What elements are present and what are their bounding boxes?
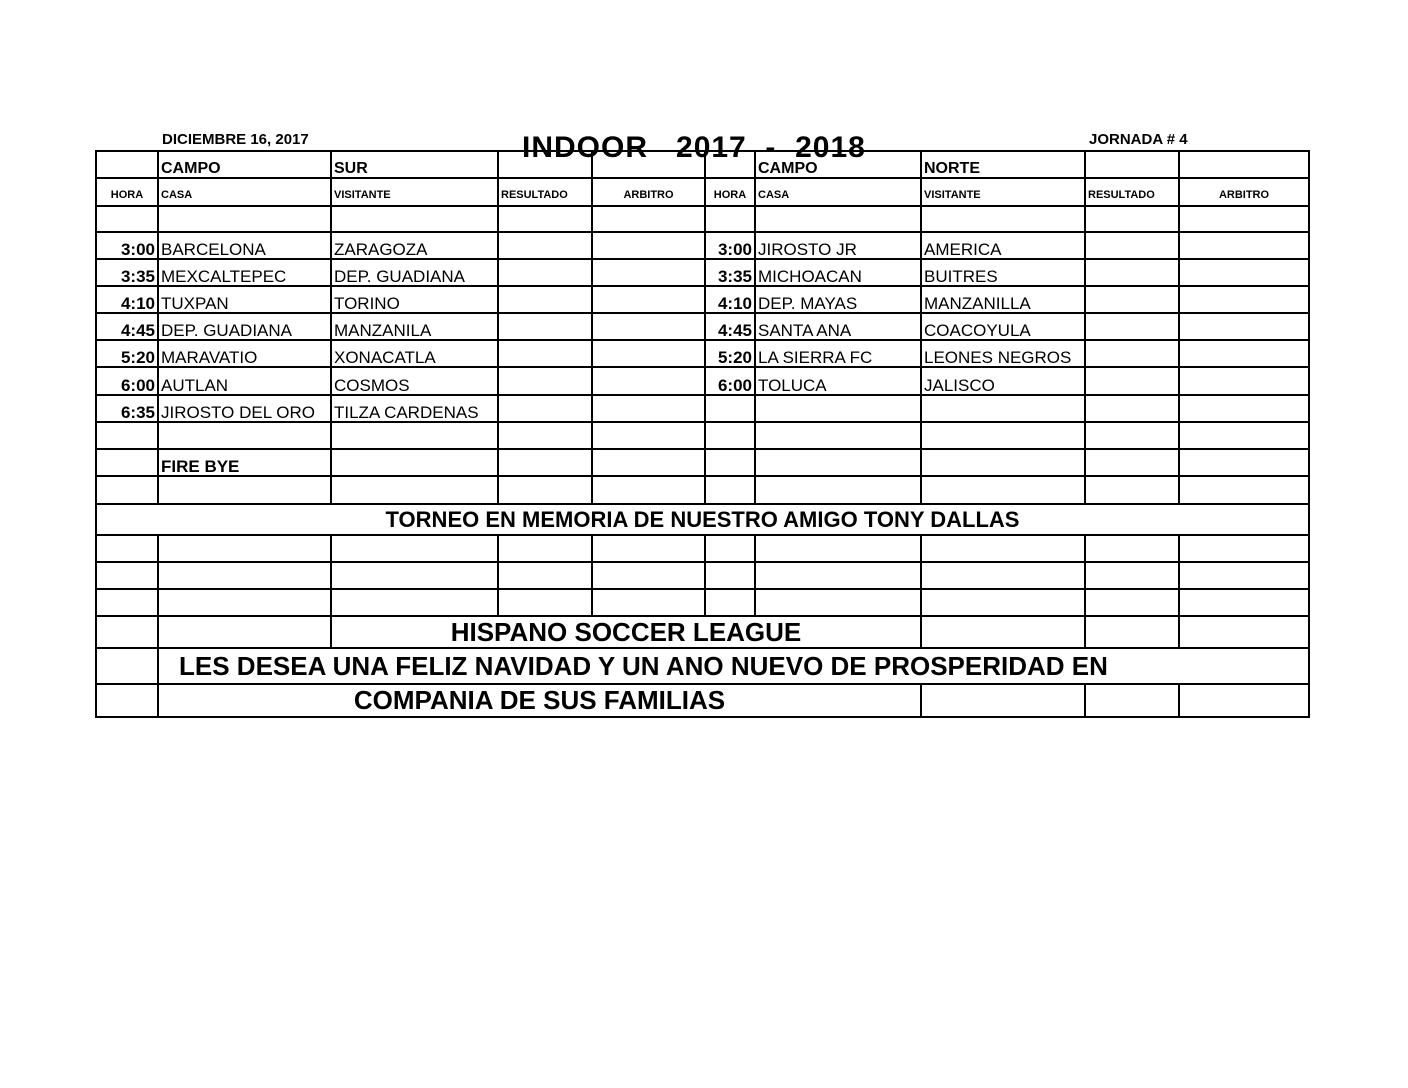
norte-home-team: MICHOACAN — [755, 259, 921, 286]
sur-referee-cell — [592, 259, 705, 286]
game-row — [96, 259, 1309, 286]
norte-referee-cell — [1179, 367, 1309, 395]
sur-away-team: TORINO — [331, 286, 498, 313]
empty-row — [96, 562, 1309, 589]
schedule-date: DICIEMBRE 16, 2017 — [162, 131, 309, 148]
league-name: HISPANO SOCCER LEAGUE — [331, 616, 921, 648]
sur-result-cell — [498, 340, 592, 367]
resultado-header: RESULTADO — [498, 178, 592, 206]
sur-referee-cell — [592, 367, 705, 395]
norte-away-team: JALISCO — [921, 367, 1085, 395]
norte-game-time: 3:35 — [705, 259, 755, 286]
norte-result-cell — [1085, 340, 1179, 367]
norte-label: NORTE — [921, 151, 1085, 178]
norte-away-team: LEONES NEGROS — [921, 340, 1085, 367]
sur-result-cell — [498, 313, 592, 340]
game-row — [96, 286, 1309, 313]
hora-header: HORA — [705, 178, 755, 206]
sur-home-team: TUXPAN — [158, 286, 331, 313]
sur-referee-cell — [592, 286, 705, 313]
game-row — [96, 367, 1309, 395]
sur-game-time: 3:35 — [96, 259, 158, 286]
sur-game-time: 5:20 — [96, 340, 158, 367]
sur-away-team: COSMOS — [331, 367, 498, 395]
norte-away-team: BUITRES — [921, 259, 1085, 286]
memorial-banner: TORNEO EN MEMORIA DE NUESTRO AMIGO TONY DALLAS — [96, 504, 1309, 535]
sur-referee-cell — [592, 340, 705, 367]
norte-home-team: DEP. MAYAS — [755, 286, 921, 313]
sur-label: SUR — [331, 151, 498, 178]
page-title: INDOOR 2017 - 2018 — [522, 131, 866, 164]
norte-home-team: SANTA ANA — [755, 313, 921, 340]
sur-result-cell — [498, 367, 592, 395]
norte-referee-cell — [1179, 340, 1309, 367]
sur-home-team: JIROSTO DEL ORO — [158, 395, 331, 422]
norte-game-time: 4:45 — [705, 313, 755, 340]
arbitro-header: ARBITRO — [592, 178, 705, 206]
hora-header: HORA — [96, 178, 158, 206]
sur-referee-cell — [592, 313, 705, 340]
sur-home-team: BARCELONA — [158, 232, 331, 259]
norte-home-team: JIROSTO JR — [755, 232, 921, 259]
visitante-header: VISITANTE — [921, 178, 1085, 206]
norte-home-team: LA SIERRA FC — [755, 340, 921, 367]
sur-home-team: MARAVATIO — [158, 340, 331, 367]
sur-game-time: 4:45 — [96, 313, 158, 340]
arbitro-header: ARBITRO — [1179, 178, 1309, 206]
greeting-row — [96, 648, 1309, 684]
norte-referee-cell — [1179, 259, 1309, 286]
sur-away-team: ZARAGOZA — [331, 232, 498, 259]
sur-result-cell — [498, 259, 592, 286]
sur-home-team: MEXCALTEPEC — [158, 259, 331, 286]
norte-result-cell — [1085, 313, 1179, 340]
norte-result-cell — [1085, 232, 1179, 259]
sur-game-time: 6:00 — [96, 367, 158, 395]
campo-norte-label: CAMPO — [755, 151, 921, 178]
sur-away-team: MANZANILA — [331, 313, 498, 340]
sur-referee-cell — [592, 395, 705, 422]
game-row — [96, 232, 1309, 259]
norte-result-cell — [1085, 259, 1179, 286]
sur-home-team: DEP. GUADIANA — [158, 313, 331, 340]
schedule-table — [95, 150, 1310, 718]
norte-away-team: AMERICA — [921, 232, 1085, 259]
norte-result-cell — [1085, 286, 1179, 313]
norte-away-team: MANZANILLA — [921, 286, 1085, 313]
fire-bye-label: FIRE BYE — [158, 449, 331, 476]
norte-referee-cell — [1179, 286, 1309, 313]
norte-game-time: 6:00 — [705, 367, 755, 395]
sur-referee-cell — [592, 232, 705, 259]
resultado-header: RESULTADO — [1085, 178, 1179, 206]
sur-away-team: DEP. GUADIANA — [331, 259, 498, 286]
sur-game-time: 6:35 — [96, 395, 158, 422]
league-row — [96, 616, 1309, 648]
norte-referee-cell — [1179, 313, 1309, 340]
empty-row — [96, 422, 1309, 449]
fire-bye-row — [96, 449, 1309, 476]
empty-row — [96, 206, 1309, 232]
sur-result-cell — [498, 286, 592, 313]
jornada-number: JORNADA # 4 — [1089, 131, 1188, 148]
greeting-line-1: LES DESEA UNA FELIZ NAVIDAD Y UN ANO NUEVO DE PROSPERIDAD EN — [158, 648, 1309, 684]
campo-sur-label: CAMPO — [158, 151, 331, 178]
sur-game-time: 3:00 — [96, 232, 158, 259]
norte-home-team: TOLUCA — [755, 367, 921, 395]
norte-result-cell — [1085, 367, 1179, 395]
game-row — [96, 395, 1309, 422]
norte-game-time: 4:10 — [705, 286, 755, 313]
memorial-row — [96, 504, 1309, 535]
game-row — [96, 313, 1309, 340]
sur-away-team: TILZA CARDENAS — [331, 395, 498, 422]
sur-result-cell — [498, 232, 592, 259]
empty-row — [96, 476, 1309, 504]
greeting-row — [96, 684, 1309, 717]
sur-result-cell — [498, 395, 592, 422]
visitante-header: VISITANTE — [331, 178, 498, 206]
casa-header: CASA — [158, 178, 331, 206]
norte-referee-cell — [1179, 232, 1309, 259]
sur-game-time: 4:10 — [96, 286, 158, 313]
column-header-row — [96, 178, 1309, 206]
empty-row — [96, 535, 1309, 562]
sur-away-team: XONACATLA — [331, 340, 498, 367]
game-row — [96, 340, 1309, 367]
norte-game-time: 3:00 — [705, 232, 755, 259]
norte-game-time: 5:20 — [705, 340, 755, 367]
casa-header: CASA — [755, 178, 921, 206]
norte-away-team: COACOYULA — [921, 313, 1085, 340]
sur-home-team: AUTLAN — [158, 367, 331, 395]
greeting-line-2: COMPANIA DE SUS FAMILIAS — [158, 684, 921, 717]
empty-row — [96, 589, 1309, 616]
